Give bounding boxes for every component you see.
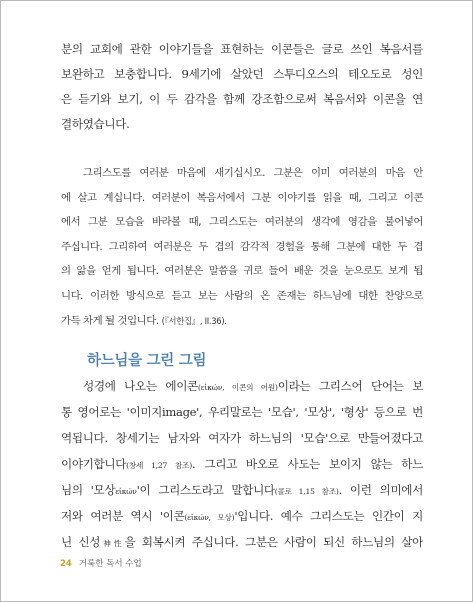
text-line <box>61 503 423 529</box>
text-run: . 이런 의미에서 <box>338 483 423 497</box>
page-footer <box>60 557 142 569</box>
text-run: 닌 신성 <box>61 535 101 549</box>
text-line <box>61 477 423 503</box>
text-run: 성경에 나오는 에이콘 <box>83 379 198 393</box>
annotation: (창세 1,27 참조) <box>126 461 193 470</box>
text-run: . 그리고 바오로 사도는 보이지 않는 하느 <box>192 457 423 471</box>
text-line: 분의 교회에 관한 이야기들을 표현하는 이콘들은 글로 쓰인 복음서를 <box>61 42 423 56</box>
text-line: 결하였습니다. <box>61 117 130 131</box>
quote-text: 가득 차게 될 것입니다. <box>61 314 159 327</box>
text-line <box>61 373 423 399</box>
annotation: 神性 <box>100 539 125 548</box>
text-run: 이야기합니다 <box>61 457 127 471</box>
book-title: 거룩한 독서 수업 <box>78 559 142 569</box>
text-run: 이라는 그리스어 단어는 보 <box>277 379 423 393</box>
text-line: 보완하고 보충합니다. 9세기에 살았던 스투디오스의 테오도로 성인 <box>61 67 423 81</box>
text-run: '입니다. 예수 그리스도는 인간이 지 <box>234 509 423 523</box>
text-line: 통 영어로는 '이미지image', 우리말로는 '모습', '모상', '형상' 등으로 번 <box>61 405 423 419</box>
annotation: (εἰκών, 이콘의 어원) <box>197 383 278 392</box>
quote-line: 에서 그분 모습을 바라볼 때, 그리스도는 여러분의 생각에 영감을 불어넣어 <box>61 216 423 229</box>
quote-line: 니다. 이러한 방식으로 듣고 보는 사람의 온 존재는 하느님에 대한 찬양으로 <box>61 289 423 302</box>
annotation: (εἰκών, 모상) <box>184 513 235 522</box>
annotation: (콜로 1,15 참조) <box>274 487 339 496</box>
text-run: 을 회복시켜 주십니다. 그분은 사람이 되신 하느님의 살아 <box>124 535 423 549</box>
text-run: '이 그리스도라고 말합니다 <box>136 483 275 497</box>
paragraph-image <box>61 373 423 555</box>
quote-line: 에 살고 계십니다. 여러분이 복음서에서 그분 이야기를 읽을 때, 그리고 이콘 <box>61 191 423 204</box>
text-run: 저와 여러분 역시 '이콘 <box>61 509 185 523</box>
annotation: εἰκών <box>115 487 137 496</box>
quote-citation: (『서한집』, II.36). <box>161 315 227 326</box>
quote-line-last <box>61 309 423 334</box>
text-line <box>61 529 423 555</box>
quote-line: 그리스도를 여러분 마음에 새기십시오. 그분은 이미 여러분의 마음 안 <box>83 167 423 179</box>
quote-block <box>61 161 423 333</box>
quote-line: 주십니다. 그리하여 여러분은 두 겹의 감각적 경험을 통해 그분에 대한 두 겹 <box>61 240 423 253</box>
page-number: 24 <box>60 559 72 569</box>
text-run: 님의 '모상 <box>61 483 116 497</box>
text-line: 역됩니다. 창세기는 남자와 여자가 하느님의 '모습'으로 만들어졌다고 <box>61 431 423 445</box>
quote-line: 의 앎을 얻게 됩니다. 여러분은 말씀을 귀로 들어 배운 것을 눈으로도 보게 됩 <box>61 265 423 278</box>
section-heading: 하느님을 그린 그림 <box>87 353 207 369</box>
paragraph-intro <box>61 37 423 137</box>
text-line <box>61 451 423 477</box>
text-line: 은 듣기와 보기, 이 두 감각을 함께 강조함으로써 복음서와 이콘을 연 <box>61 92 423 106</box>
